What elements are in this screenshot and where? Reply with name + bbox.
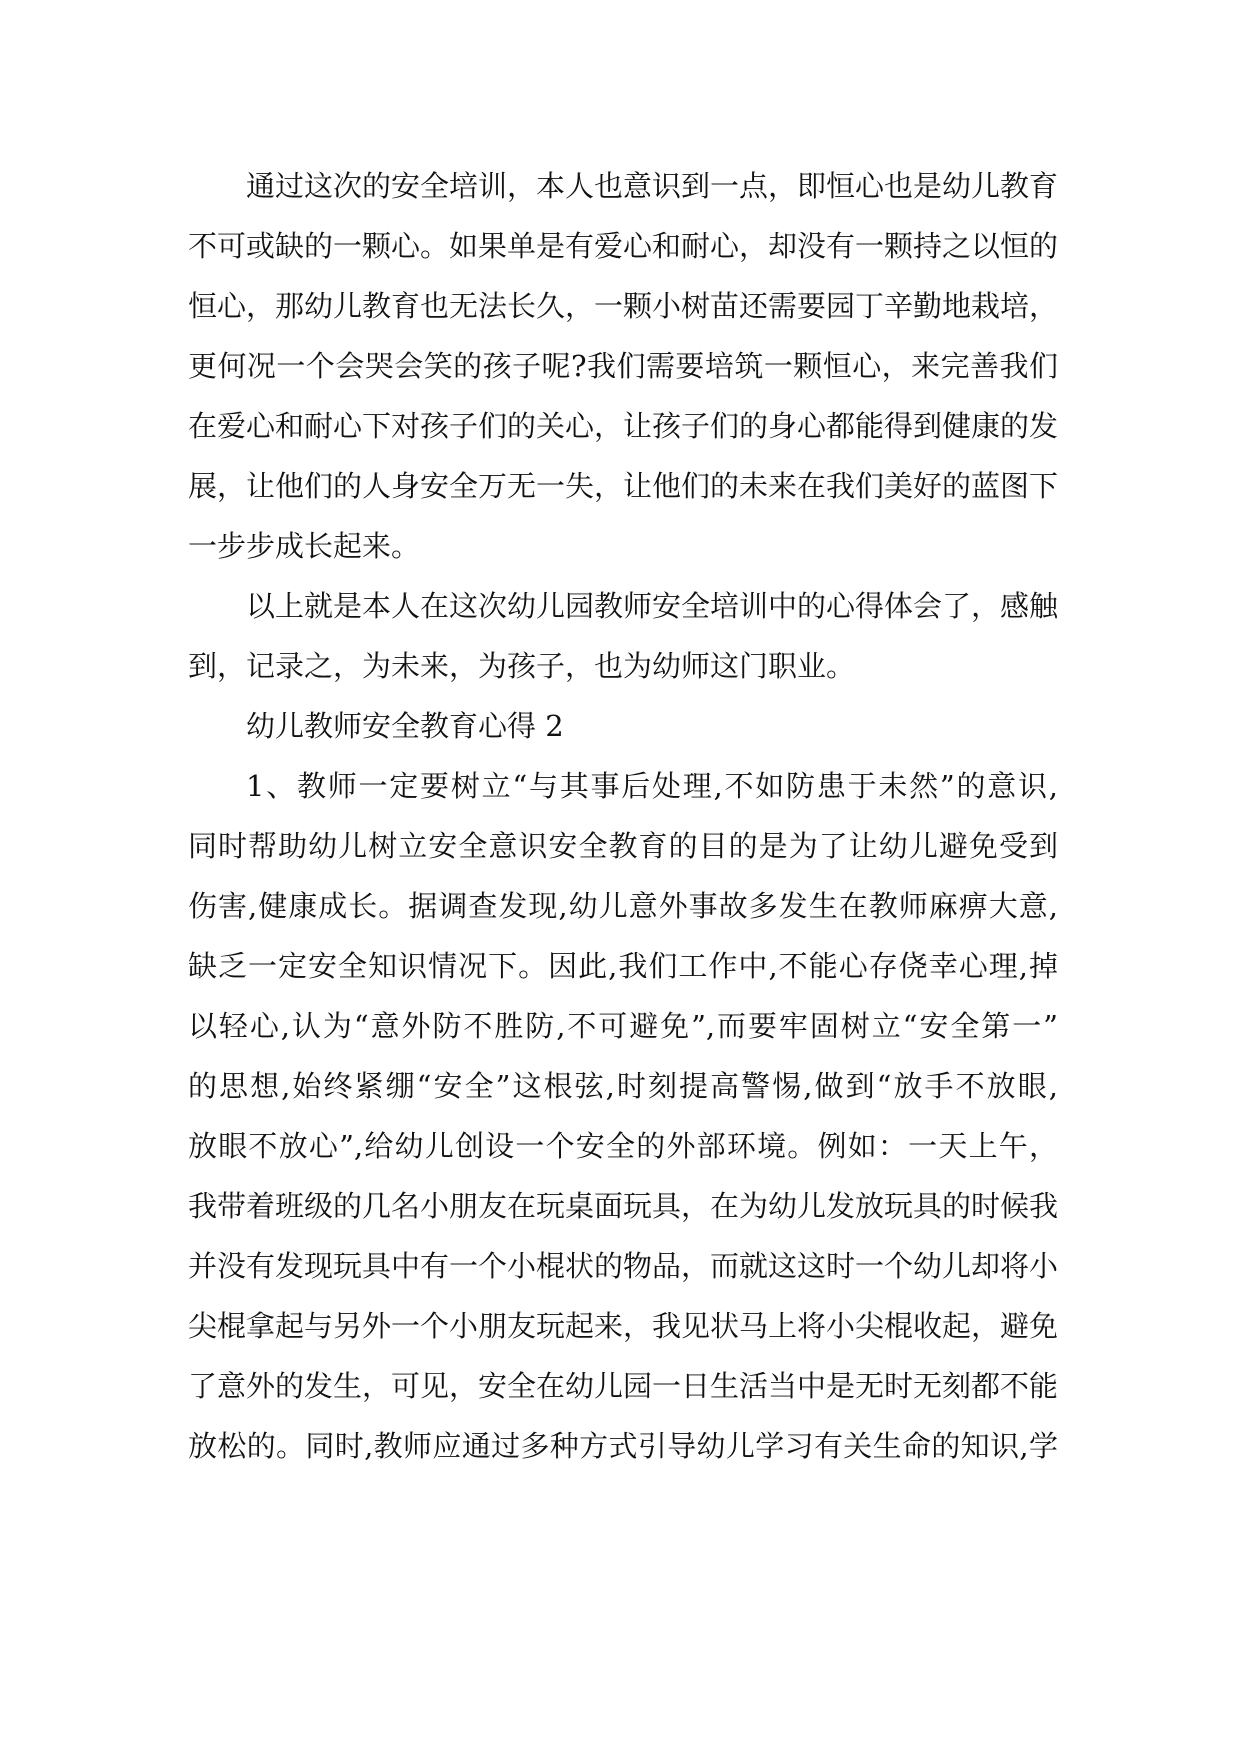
paragraph-line: 不可或缺的一颗心。如果单是有爱心和耐心，却没有一颗持之以恒的 [188,229,1059,263]
paragraph-line: 了意外的发生，可见，安全在幼儿园一日生活当中是无时无刻都不能 [188,1369,1059,1403]
paragraph-line: 在爱心和耐心下对孩子们的关心，让孩子们的身心都能得到健康的发 [188,409,1059,443]
paragraph-line: 展，让他们的人身安全万无一失，让他们的未来在我们美好的蓝图下 [188,469,1059,503]
paragraph-line: 以轻心,认为“意外防不胜防,不可避免”,而要牢固树立“安全第一” [188,1009,1058,1043]
paragraph-line: 放眼不放心”,给幼儿创设一个安全的外部环境。例如：一天上午， [188,1129,1058,1163]
paragraph-line: 缺乏一定安全知识情况下。因此,我们工作中,不能心存侥幸心理,掉 [188,949,1058,983]
paragraph-line: 通过这次的安全培训，本人也意识到一点，即恒心也是幼儿教育 [246,169,1059,203]
paragraph-line: 一步步成长起来。 [188,529,421,563]
section-heading: 幼儿教师安全教育心得 2 [246,709,564,743]
paragraph-line: 放松的。同时,教师应通过多种方式引导幼儿学习有关生命的知识,学 [188,1429,1058,1463]
document-body [188,156,1058,1476]
paragraph-line: 到，记录之，为未来，为孩子，也为幼师这门职业。 [188,649,856,683]
paragraph-line: 我带着班级的几名小朋友在玩桌面玩具，在为幼儿发放玩具的时候我 [188,1189,1059,1223]
paragraph-line: 1、教师一定要树立“与其事后处理,不如防患于未然”的意识, [246,769,1058,803]
paragraph-line: 同时帮助幼儿树立安全意识安全教育的目的是为了让幼儿避免受到 [188,829,1058,863]
paragraph-line: 并没有发现玩具中有一个小棍状的物品，而就这这时一个幼儿却将小 [188,1249,1059,1283]
paragraph-line: 更何况一个会哭会笑的孩子呢?我们需要培筑一颗恒心，来完善我们 [188,349,1058,383]
paragraph-line: 伤害,健康成长。据调查发现,幼儿意外事故多发生在教师麻痹大意, [188,889,1058,923]
paragraph-line: 恒心，那幼儿教育也无法长久，一颗小树苗还需要园丁辛勤地栽培， [188,289,1059,323]
paragraph-line: 的思想,始终紧绷“安全”这根弦,时刻提高警惕,做到“放手不放眼, [188,1069,1058,1103]
paragraph-line: 尖棍拿起与另外一个小朋友玩起来，我见状马上将小尖棍收起，避免 [188,1309,1059,1343]
paragraph-line: 以上就是本人在这次幼儿园教师安全培训中的心得体会了，感触 [246,589,1059,623]
